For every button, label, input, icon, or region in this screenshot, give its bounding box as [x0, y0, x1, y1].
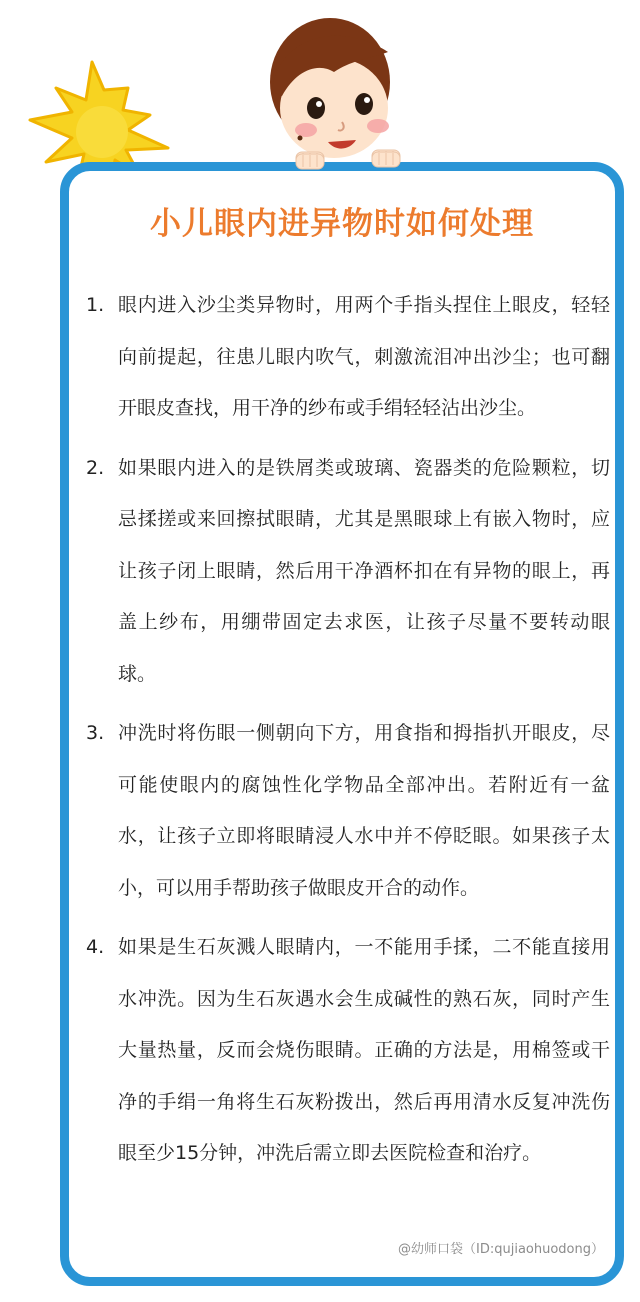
item-text: 如果眼内进入的是铁屑类或玻璃、瓷器类的危险颗粒，切忌揉搓或来回擦拭眼睛，尤其是黑眼球上有嵌入物时，应让孩子闭上眼睛，然后用干净酒杯扣在有异物的眼上，再盖上纱布，用绷带固定去求医，让孩子尽量不要转动眼球。 — [118, 456, 610, 685]
list-item — [80, 443, 610, 701]
item-text: 眼内进入沙尘类异物时，用两个手指头捏住上眼皮，轻轻向前提起，往患儿眼内吹气，刺激流泪冲出沙尘；也可翻开眼皮查找，用干净的纱布或手绢轻轻沾出沙尘。 — [118, 294, 610, 419]
item-number: 4. — [86, 936, 105, 958]
page-title: 小儿眼内进异物时如何处理 — [150, 206, 534, 242]
source-credit: @幼师口袋（ID:qujiaohuodong） — [398, 1242, 604, 1257]
item-number: 1. — [86, 294, 105, 316]
item-text: 如果是生石灰溅人眼睛内，一不能用手揉，二不能直接用水冲洗。因为生石灰遇水会生成碱性的熟石灰，同时产生大量热量，反而会烧伤眼睛。正确的方法是，用棉签或干净的手绢一角将生石灰粉拨出，然后再用清水反复冲洗伤眼至少15分钟，冲洗后需立即去医院检查和治疗。 — [118, 936, 610, 1164]
list-item — [80, 280, 610, 435]
item-number: 2. — [86, 456, 105, 479]
hands-overlay — [0, 0, 640, 200]
item-text: 冲洗时将伤眼一侧朝向下方，用食指和拇指扒开眼皮，尽可能使眼内的腐蚀性化学物品全部冲出。若附近有一盆水，让孩子立即将眼睛浸人水中并不停眨眼。如果孩子太小，可以用手帮助孩子做眼皮开合的动作。 — [118, 722, 610, 899]
list-item — [80, 708, 610, 914]
item-number: 3. — [86, 722, 105, 744]
hands-icon — [296, 152, 400, 169]
tips-list — [80, 280, 610, 1188]
list-item — [80, 922, 610, 1180]
